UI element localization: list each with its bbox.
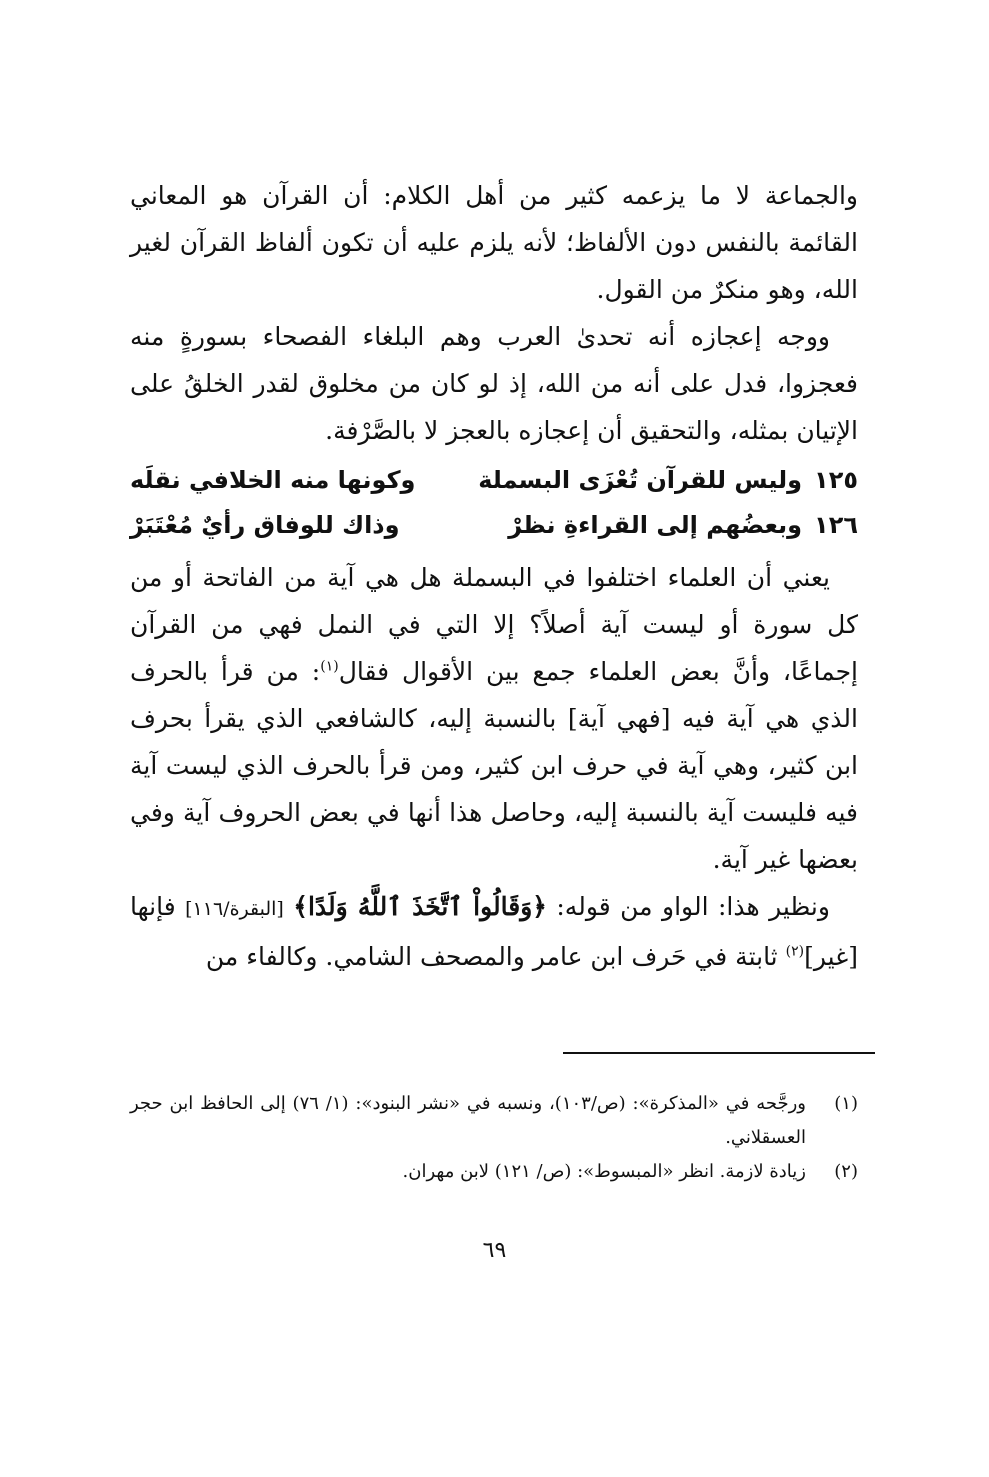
verse-line-125 xyxy=(130,458,858,503)
verse-hemistichs xyxy=(130,458,802,503)
paragraph-3-part-b: : من قرأ بالحرف الذي هي آية فيه [فهي آية] بالنسبة إليه، كالشافعي الذي يقرأ بحرف ابن كثير، وهي آية في حرف ابن كثير، ومن قرأ بالحرف الذي ليست آية فيه فليست آية بالنسبة إليه، وحاصل هذا أنها في بعض الحروف آية وفي بعضها غير آية. xyxy=(130,657,858,874)
paragraph-4 xyxy=(130,883,858,980)
paragraph-4-part-a: ونظير هذا: الواو من قوله: xyxy=(556,892,830,921)
paragraph-4-part-c: ثابتة في حَرف ابن عامر والمصحف الشامي. وكالفاء من xyxy=(205,942,778,971)
footnote-text: ورجَّحه في «المذكرة»: (ص/١٠٣)، ونسبه في «نشر البنود»: (١/ ٧٦) إلى الحافظ ابن حجر العسقلاني. xyxy=(130,1093,806,1148)
footnote-number: (١) xyxy=(834,1093,858,1114)
paragraph-1: والجماعة لا ما يزعمه كثير من أهل الكلام: أن القرآن هو المعاني القائمة بالنفس دون الألفاظ؛ لأنه يلزم عليه أن تكون ألفاظ القرآن لغير الله، وهو منكرٌ من القول. xyxy=(130,181,858,304)
verse-hemistich-second: وذاك للوفاق رأيٌ مُعْتَبَرْ xyxy=(130,511,400,539)
footnote-number: (٢) xyxy=(834,1161,858,1182)
page-body xyxy=(130,172,858,980)
verse-hemistichs xyxy=(130,503,802,548)
quran-quote: ﴿وَقَالُواْ ٱتَّخَذَ ٱللَّهُ وَلَدًا﴾ xyxy=(293,892,547,921)
paragraph-3-part-a: يعني أن العلماء اختلفوا في البسملة هل هي آية من الفاتحة أو من كل سورة أو ليست آية أصلاً؟ إلا التي في النمل فهي من القرآن إجماعًا، وأنَّ بعض العلماء جمع بين الأقوال فقال xyxy=(130,563,858,686)
verse-number: ١٢٥ xyxy=(814,466,858,494)
verse-line-126 xyxy=(130,503,858,548)
footnote-ref-2[interactable]: (٢) xyxy=(785,943,805,960)
footnote-1 xyxy=(130,1087,858,1155)
footnote-ref-1[interactable]: (١) xyxy=(320,658,339,675)
verse-hemistich-second: وكونها منه الخلافي نقلَه xyxy=(130,466,416,494)
footnote-2 xyxy=(130,1155,858,1189)
footnotes xyxy=(130,1087,858,1189)
verse-hemistich-first: وبعضُهم إلى القراءةِ نظرْ xyxy=(508,511,803,539)
verse-block xyxy=(130,458,858,548)
quran-reference: [البقرة/١١٦] xyxy=(185,898,284,920)
paragraph-4-part-b: فإنها [غير] xyxy=(130,892,858,971)
footnote-text: زيادة لازمة. انظر «المبسوط»: (ص/ ١٢١) لابن مهران. xyxy=(402,1161,806,1182)
paragraph-2: ووجه إعجازه أنه تحدىٰ العرب وهم البلغاء الفصحاء بسورةٍ منه فعجزوا، فدل على أنه من الله، إذ لو كان من مخلوق لقدر الخلقُ على الإتيان بمثله، والتحقيق أن إعجازه بالعجز لا بالصَّرْفة. xyxy=(130,322,858,445)
paragraph-3 xyxy=(130,554,858,883)
verse-hemistich-first: وليس للقرآن تُعْزَى البسملة xyxy=(478,466,803,494)
page-number: ٦٩ xyxy=(482,1238,507,1263)
footnote-divider xyxy=(563,1052,875,1054)
verse-number: ١٢٦ xyxy=(814,511,858,539)
